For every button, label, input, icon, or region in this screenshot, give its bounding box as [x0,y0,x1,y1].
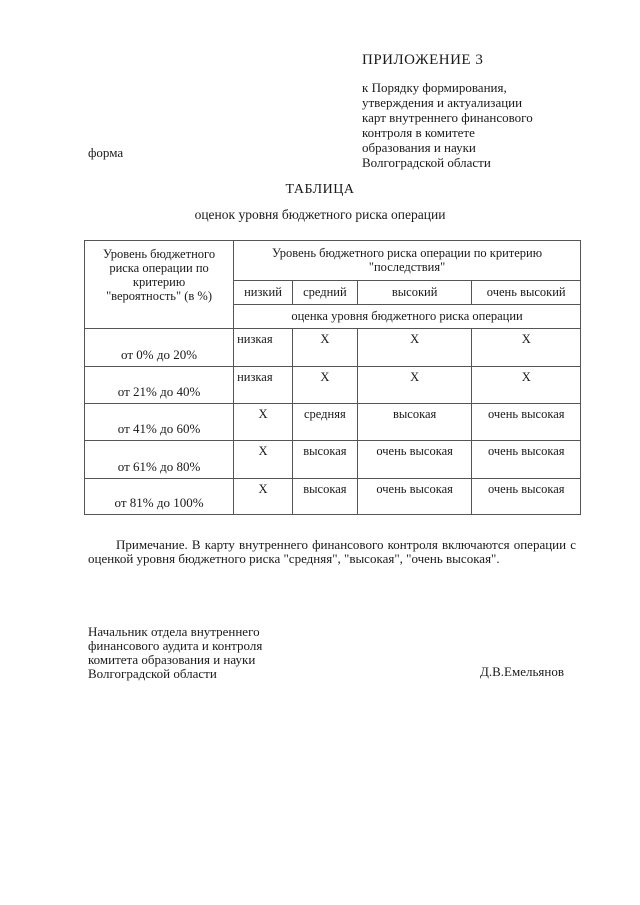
signer-name: Д.В.Емельянов [480,664,564,679]
consequence-header-cell [234,241,581,281]
probability-range: от 21% до 40% [85,367,234,404]
risk-cell: очень высокая [472,441,581,479]
appendix-reference [362,80,533,170]
risk-cell: Х [234,441,293,479]
risk-cell: средняя [292,404,357,441]
table-row [85,367,581,404]
appendix-line: карт внутреннего финансового [362,110,533,125]
consequence-header-line: Уровень бюджетного риска операции по критерию [272,246,543,260]
level-header: очень высокий [472,281,581,305]
risk-cell: высокая [357,404,472,441]
risk-cell: Х [292,367,357,404]
risk-assessment-table [84,240,581,515]
note-paragraph: Примечание. В карту внутреннего финансового контроля включаются операции с оценкой уровня бюджетного риска "средняя", "высокая", "очень высокая". [88,537,576,566]
probability-header-cell [85,241,234,329]
probability-header-line: критерию [132,275,186,289]
probability-header-line: риска операции по [109,261,209,275]
risk-cell: Х [357,367,472,404]
signer-position-line: финансового аудита и контроля [88,638,263,653]
table-row [85,404,581,441]
risk-cell: очень высокая [357,479,472,515]
consequence-header-line: "последствия" [368,260,446,274]
document-subtitle: оценок уровня бюджетного риска операции [194,207,446,222]
risk-cell: низкая [234,367,293,404]
risk-cell: высокая [292,441,357,479]
probability-range: от 61% до 80% [85,441,234,479]
risk-cell: Х [472,367,581,404]
signer-position-line: Волгоградской области [88,666,217,681]
probability-header-line: "вероятность" (в %) [106,289,212,303]
form-label: форма [88,145,124,160]
assessment-header: оценка уровня бюджетного риска операции [234,305,581,329]
risk-cell: Х [234,404,293,441]
risk-cell: Х [472,329,581,367]
risk-cell: Х [357,329,472,367]
appendix-line: контроля в комитете [362,125,475,140]
appendix-line: Волгоградской области [362,155,491,170]
probability-range: от 0% до 20% [85,329,234,367]
risk-cell: Х [292,329,357,367]
risk-cell: высокая [292,479,357,515]
level-header: средний [292,281,357,305]
risk-cell: Х [234,479,293,515]
probability-header-line: Уровень бюджетного [103,247,216,261]
risk-cell: очень высокая [472,404,581,441]
signer-position-line: Начальник отдела внутреннего [88,624,260,639]
probability-range: от 81% до 100% [85,479,234,515]
appendix-title: ПРИЛОЖЕНИЕ 3 [362,52,484,68]
level-header: низкий [234,281,293,305]
appendix-line: образования и науки [362,140,476,155]
signer-position-line: комитета образования и науки [88,652,256,667]
table-row [85,329,581,367]
probability-range: от 41% до 60% [85,404,234,441]
document-title: ТАБЛИЦА [285,182,355,197]
risk-cell: очень высокая [357,441,472,479]
appendix-line: к Порядку формирования, [362,80,507,95]
table-row [85,441,581,479]
table-row [85,479,581,515]
risk-cell: низкая [234,329,293,367]
risk-cell: очень высокая [472,479,581,515]
table-header-row [85,241,581,281]
signer-position [88,625,262,681]
level-header: высокий [357,281,472,305]
appendix-line: утверждения и актуализации [362,95,523,110]
